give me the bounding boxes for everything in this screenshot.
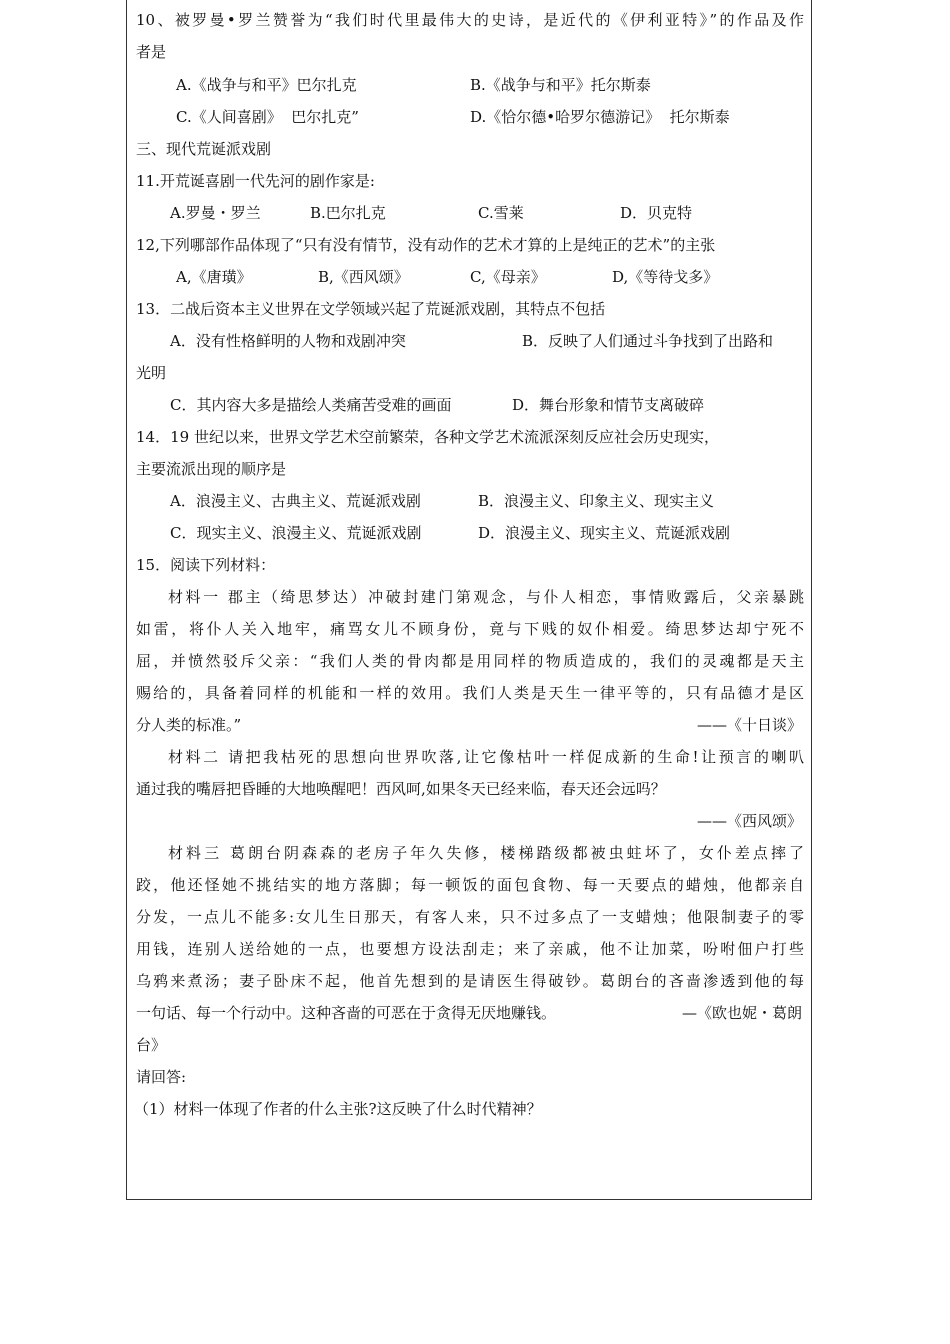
material-three-source-cont: 台》 — [136, 1036, 167, 1054]
q14-stem-line2: 主要流派出现的顺序是 — [136, 460, 287, 478]
material-one-source: ——《十日谈》 — [696, 716, 802, 734]
q12-option-c: C,《母亲》 — [470, 268, 546, 286]
material-two-source: ——《西风颂》 — [696, 812, 802, 830]
material-three-line: 一句话、每一个行动中。这种吝啬的可恶在于贪得无厌地赚钱。 — [136, 1004, 557, 1022]
q11-option-b: B.巴尔扎克 — [310, 204, 386, 222]
q11-option-d: D．贝克特 — [620, 204, 693, 222]
q12-option-d: D,《等待戈多》 — [612, 268, 719, 286]
q14-option-d: D．浪漫主义、现实主义、荒诞派戏剧 — [478, 524, 731, 542]
material-three-line: 乌鸦来煮汤；妻子卧床不起，他首先想到的是请医生得破钞。葛朗台的吝啬渗透到他的每 — [136, 972, 804, 990]
material-two-line: 通过我的嘴唇把昏睡的大地唤醒吧！西风呵,如果冬天已经来临，春天还会远吗？ — [136, 780, 666, 798]
material-one-line: 如雷，将仆人关入地牢，痛骂女儿不顾身份，竟与下贱的奴仆相爱。绮思梦达却宁死不 — [136, 620, 804, 638]
material-one-line: 材料一 郡主（绮思梦达）冲破封建门第观念，与仆人相恋，事情败露后，父亲暴跳 — [168, 588, 804, 606]
q13-stem: 13．二战后资本主义世界在文学领域兴起了荒诞派戏剧，其特点不包括 — [136, 300, 606, 318]
q12-stem: 12,下列哪部作品体现了“只有没有情节，没有动作的艺术才算的上是纯正的艺术”的主张 — [136, 236, 716, 254]
material-one-line: 赐给的，具备着同样的机能和一样的效用。我们人类是天生一律平等的，只有品德才是区 — [136, 684, 804, 702]
q10-option-a: A.《战争与和平》巴尔扎克 — [176, 76, 357, 94]
q14-option-a: A．浪漫主义、古典主义、荒诞派戏剧 — [170, 492, 421, 510]
q14-stem-line1: 14．19 世纪以来，世界文学艺术空前繁荣，各种文学艺术流派深刻反应社会历史现实， — [136, 428, 719, 446]
q15-stem: 15．阅读下列材料： — [136, 556, 276, 574]
material-two-line: 材料二 请把我枯死的思想向世界吹落,让它像枯叶一样促成新的生命!让预言的喇叭 — [168, 748, 804, 766]
q14-option-b: B．浪漫主义、印象主义、现实主义 — [478, 492, 715, 510]
material-three-line: 分发，一点儿不能多:女儿生日那天，有客人来，只不过多点了一支蜡烛；他限制妻子的零 — [136, 908, 804, 926]
q11-option-a: A.罗曼・罗兰 — [170, 204, 261, 222]
material-three-line: 跤，他还怪她不挑结实的地方落脚；每一顿饭的面包食物、每一天要点的蜡烛，他都亲自 — [136, 876, 804, 894]
q13-option-b: B．反映了人们通过斗争找到了出路和 — [522, 332, 774, 350]
q10-stem-line1: 10、被罗曼•罗兰赞誉为“我们时代里最伟大的史诗，是近代的《伊利亚特》”的作品及作 — [136, 11, 804, 29]
q10-option-b: B.《战争与和平》托尔斯泰 — [470, 76, 651, 94]
q10-option-d: D.《恰尔德•哈罗尔德游记》 托尔斯泰 — [470, 108, 730, 126]
q13-option-b-cont: 光明 — [136, 364, 167, 382]
q12-option-b: B,《西风颂》 — [318, 268, 409, 286]
answer-prompt: 请回答: — [136, 1068, 187, 1086]
q13-option-d: D．舞台形象和情节支离破碎 — [512, 396, 705, 414]
q14-option-c: C．现实主义、浪漫主义、荒诞派戏剧 — [170, 524, 422, 542]
material-one-line: 分人类的标准。” — [136, 716, 242, 734]
sub-question-1: （1）材料一体现了作者的什么主张?这反映了什么时代精神？ — [134, 1100, 542, 1118]
q10-stem-line2: 者是 — [136, 43, 167, 61]
q13-option-a: A．没有性格鲜明的人物和戏剧冲突 — [170, 332, 406, 350]
material-three-line: 用钱，连别人送给她的一点，也要想方设法刮走；来了亲戚，他不让加菜，吩咐佃户打些 — [136, 940, 804, 958]
section-heading: 三、现代荒诞派戏剧 — [136, 140, 272, 158]
q11-option-c: C.雪莱 — [478, 204, 524, 222]
material-three-line: 材料三 葛朗台阴森森的老房子年久失修，楼梯踏级都被虫蛀坏了，女仆差点摔了 — [168, 844, 804, 862]
q13-option-c: C．其内容大多是描绘人类痛苦受难的画面 — [170, 396, 452, 414]
q10-option-c: C.《人间喜剧》 巴尔扎克” — [176, 108, 359, 126]
q12-option-a: A,《唐璜》 — [176, 268, 252, 286]
material-one-line: 屈，并愤然驳斥父亲：“我们人类的骨肉都是用同样的物质造成的，我们的灵魂都是天主 — [136, 652, 804, 670]
material-three-source: —《欧也妮・葛朗 — [681, 1004, 802, 1022]
q11-stem: 11.开荒诞喜剧一代先河的剧作家是: — [136, 172, 375, 190]
